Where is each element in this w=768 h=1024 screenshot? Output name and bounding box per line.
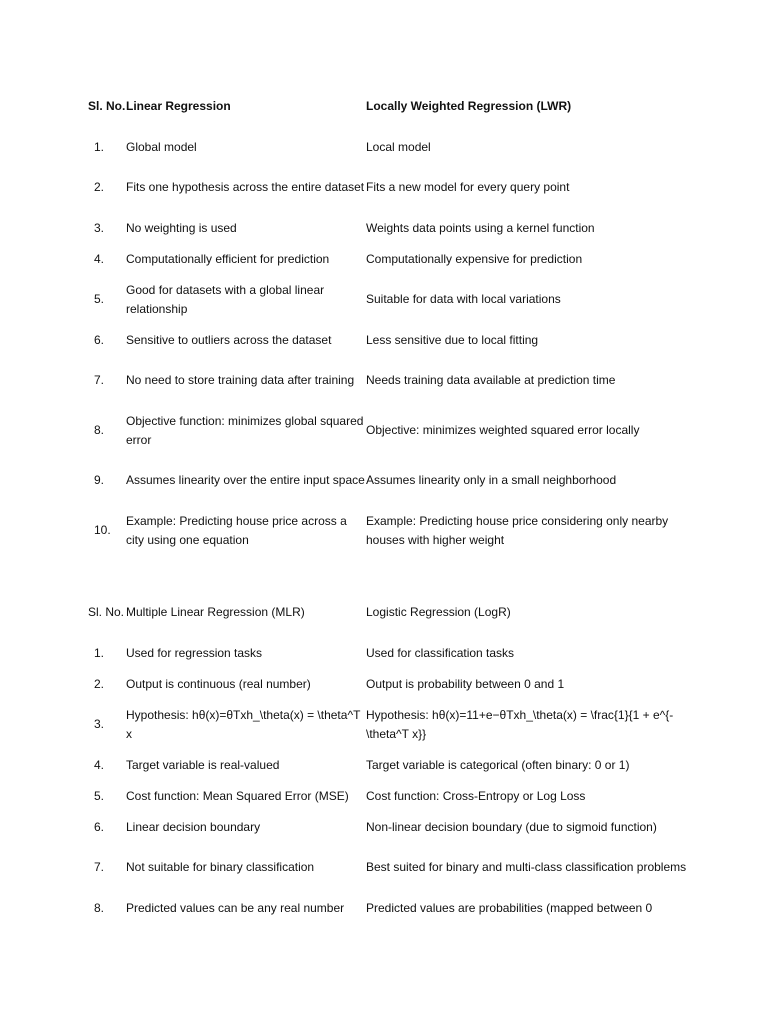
cell-linear-regression: Sensitive to outliers across the dataset — [126, 332, 332, 347]
cell-lwr: Assumes linearity only in a small neighborhood — [366, 473, 617, 488]
row-number: 7. — [94, 860, 105, 875]
table-row — [88, 456, 688, 506]
cell-logr: Predicted values are probabilities (mapped between 0 — [366, 900, 653, 915]
row-number: 6. — [94, 819, 105, 834]
table-row — [88, 406, 688, 456]
cell-linear-regression: Objective function: minimizes global squared error — [126, 413, 364, 447]
row-number: 3. — [94, 220, 105, 235]
row-number: 9. — [94, 473, 105, 488]
cell-logr: Non-linear decision boundary (due to sigmoid function) — [366, 819, 657, 834]
cell-linear-regression: No need to store training data after training — [126, 373, 355, 388]
table-row — [88, 669, 688, 700]
cell-mlr: Output is continuous (real number) — [126, 676, 311, 691]
row-number: 1. — [94, 139, 105, 154]
row-number: 8. — [94, 900, 105, 915]
cell-linear-regression: Example: Predicting house price across a city using one equation — [126, 513, 347, 547]
table-row — [88, 132, 688, 163]
row-number: 10. — [94, 523, 111, 538]
header-multiple-linear-regression: Multiple Linear Regression (MLR) — [126, 605, 305, 620]
cell-logr: Cost function: Cross-Entropy or Log Loss — [366, 788, 586, 803]
cell-linear-regression: Assumes linearity over the entire input space — [126, 473, 365, 488]
cell-lwr: Local model — [366, 139, 431, 154]
lr-vs-lwr-table — [88, 82, 688, 556]
header-sl-no: Sl. No. — [88, 99, 126, 114]
cell-lwr: Fits a new model for every query point — [366, 180, 570, 195]
cell-lwr: Less sensitive due to local fitting — [366, 332, 539, 347]
table-row — [88, 638, 688, 669]
row-number: 4. — [94, 251, 105, 266]
table-row — [88, 843, 688, 893]
table-row — [88, 244, 688, 275]
cell-linear-regression: Global model — [126, 139, 197, 154]
table-header-row — [88, 82, 688, 132]
table-row — [88, 700, 688, 750]
cell-mlr: Hypothesis: hθ(x)=θTxh_\theta(x) = \theta^T x — [126, 707, 361, 741]
cell-lwr: Needs training data available at prediction time — [366, 373, 616, 388]
cell-lwr: Weights data points using a kernel function — [366, 220, 595, 235]
table-row — [88, 275, 688, 325]
cell-linear-regression: Computationally efficient for prediction — [126, 251, 330, 266]
header-linear-regression: Linear Regression — [126, 99, 231, 114]
cell-lwr: Example: Predicting house price considering only nearby houses with higher weight — [366, 513, 669, 547]
row-number: 3. — [94, 717, 105, 732]
header-locally-weighted-regression: Locally Weighted Regression (LWR) — [366, 99, 572, 114]
header-logistic-regression: Logistic Regression (LogR) — [366, 605, 511, 620]
table-row — [88, 163, 688, 213]
table-header-row — [88, 588, 688, 638]
table-row — [88, 893, 688, 924]
cell-lwr: Objective: minimizes weighted squared error locally — [366, 423, 640, 438]
row-number: 6. — [94, 332, 105, 347]
cell-linear-regression: Good for datasets with a global linear relationship — [126, 282, 325, 316]
mlr-vs-logr-table — [88, 588, 688, 924]
table-row — [88, 781, 688, 812]
cell-linear-regression: Fits one hypothesis across the entire dataset — [126, 180, 365, 195]
cell-mlr: Target variable is real-valued — [126, 757, 280, 772]
cell-logr: Used for classification tasks — [366, 645, 515, 660]
cell-logr: Best suited for binary and multi-class classification problems — [366, 860, 687, 875]
table-row — [88, 750, 688, 781]
cell-mlr: Used for regression tasks — [126, 645, 263, 660]
table-row — [88, 506, 688, 556]
table-row — [88, 325, 688, 356]
row-number: 7. — [94, 373, 105, 388]
row-number: 8. — [94, 423, 105, 438]
cell-logr: Target variable is categorical (often binary: 0 or 1) — [366, 757, 630, 772]
header-sl-no: Sl. No. — [88, 605, 125, 620]
cell-mlr: Not suitable for binary classification — [126, 860, 315, 875]
cell-mlr: Cost function: Mean Squared Error (MSE) — [126, 788, 349, 803]
cell-mlr: Linear decision boundary — [126, 819, 261, 834]
cell-logr: Hypothesis: hθ(x)=11+e−θTxh_\theta(x) = \frac{1}{1 + e^{-\theta^T x}} — [366, 707, 674, 741]
cell-lwr: Computationally expensive for prediction — [366, 251, 583, 266]
row-number: 1. — [94, 645, 105, 660]
row-number: 2. — [94, 676, 105, 691]
cell-linear-regression: No weighting is used — [126, 220, 237, 235]
cell-mlr: Predicted values can be any real number — [126, 900, 345, 915]
table-row — [88, 356, 688, 406]
table-row — [88, 812, 688, 843]
row-number: 4. — [94, 757, 105, 772]
cell-logr: Output is probability between 0 and 1 — [366, 676, 565, 691]
row-number: 5. — [94, 788, 105, 803]
row-number: 5. — [94, 292, 105, 307]
table-row — [88, 213, 688, 244]
row-number: 2. — [94, 180, 105, 195]
cell-lwr: Suitable for data with local variations — [366, 292, 561, 307]
